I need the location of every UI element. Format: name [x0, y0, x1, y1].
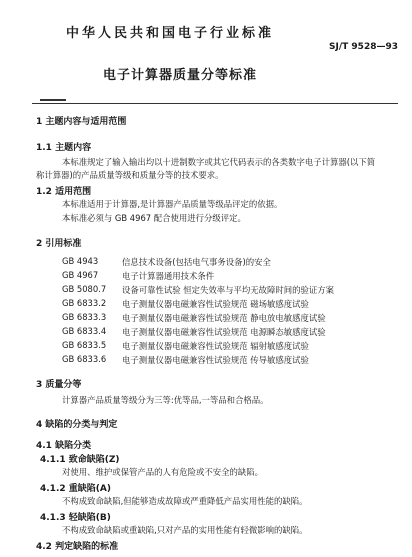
section-1-heading: 1 主题内容与适用范围 [36, 117, 127, 127]
section-4-1-2-text: 不构成致命缺陷,但能够造成故障或严重降低产品实用性能的缺陷。 [62, 496, 308, 506]
ref-code: GB 6833.5 [62, 340, 107, 350]
ref-code: GB 4943 [62, 256, 99, 266]
ref-code: GB 6833.2 [62, 298, 107, 308]
standard-header: 中华人民共和国电子行业标准 [66, 26, 275, 41]
section-4-2-heading: 4.2 判定缺陷的标准 [36, 542, 119, 552]
section-4-1-1-heading: 4.1.1 致命缺陷(Z) [40, 455, 120, 465]
ref-code: GB 6833.3 [62, 312, 107, 322]
section-4-heading: 4 缺陷的分类与判定 [36, 420, 118, 430]
section-3-heading: 3 质量分等 [36, 380, 82, 390]
ref-title: 设备可靠性试验 恒定失效率与平均无故障时间的验证方案 [122, 285, 335, 295]
section-1-2-text-line2: 本标准必须与 GB 4967 配合使用进行分级评定。 [62, 213, 246, 223]
section-4-1-heading: 4.1 缺陷分类 [36, 441, 92, 451]
standard-number: SJ/T 9528—93 [329, 42, 398, 52]
section-2-heading: 2 引用标准 [36, 239, 82, 249]
document-title: 电子计算器质量分等标准 [103, 68, 258, 83]
section-1-1-text-line1: 本标准规定了输入输出均以十进制数字或其它代码表示的各类数字电子计算器(以下简 [62, 157, 376, 167]
section-1-1-heading: 1.1 主题内容 [36, 143, 92, 153]
ref-title: 电子测量仪器电磁兼容性试验规范 磁场敏感度试验 [122, 299, 309, 309]
ref-title: 电子测量仪器电磁兼容性试验规范 传导敏感度试验 [122, 355, 309, 365]
title-rule [32, 103, 398, 104]
ref-title: 电子计算器通用技术条件 [122, 271, 215, 281]
ref-title: 电子测量仪器电磁兼容性试验规范 辐射敏感度试验 [122, 341, 309, 351]
ref-code: GB 5080.7 [62, 284, 107, 294]
ref-title: 电子测量仪器电磁兼容性试验规范 静电放电敏感度试验 [122, 313, 326, 323]
title-rule-mark [40, 99, 66, 101]
ref-code: GB 6833.4 [62, 326, 107, 336]
section-4-1-2-heading: 4.1.2 重缺陷(A) [40, 484, 111, 494]
section-1-2-heading: 1.2 适用范围 [36, 187, 92, 197]
section-1-2-text-line1: 本标准适用于计算器,是计算器产品质量等级品评定的依据。 [62, 199, 283, 209]
ref-title: 信息技术设备(包括电气事务设备)的安全 [122, 257, 271, 267]
section-4-1-1-text: 对使用、维护或保管产品的人有危险或不安全的缺陷。 [62, 467, 263, 477]
ref-code: GB 6833.6 [62, 354, 107, 364]
section-4-1-3-heading: 4.1.3 轻缺陷(B) [40, 513, 111, 523]
ref-title: 电子测量仪器电磁兼容性试验规范 电源瞬态敏感度试验 [122, 327, 326, 337]
section-1-1-text-line2: 称计算器)的产品质量等级和质量分等的技术要求。 [36, 170, 224, 180]
section-3-text: 计算器产品质量等级分为三等:优等品,一等品和合格品。 [62, 395, 269, 405]
ref-code: GB 4967 [62, 270, 99, 280]
section-4-1-3-text: 不构成致命缺陷或重缺陷,只对产品的实用性能有轻微影响的缺陷。 [62, 525, 308, 535]
